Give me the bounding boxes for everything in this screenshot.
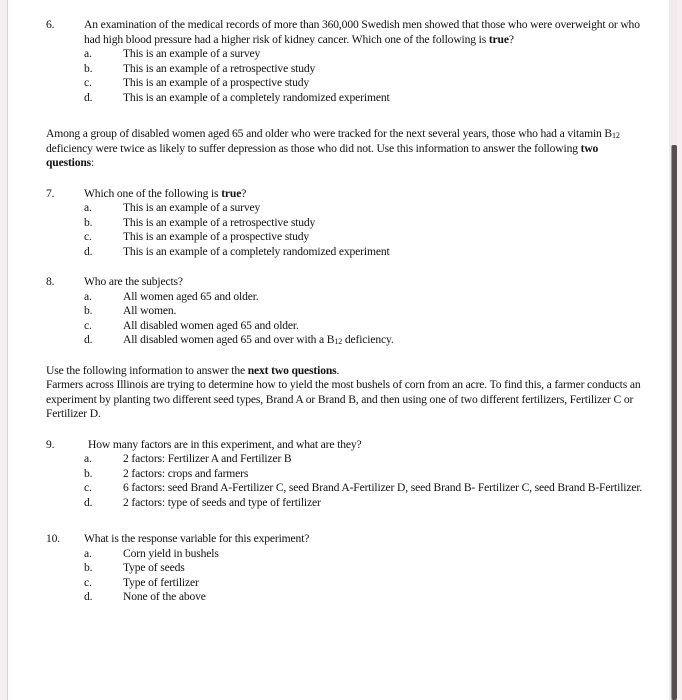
option-c[interactable]: c. All disabled women aged 65 and older.: [84, 318, 299, 332]
question-text: What is the response variable for this experiment?: [84, 532, 310, 545]
option-a[interactable]: a. Corn yield in bushels: [84, 546, 219, 560]
option-b[interactable]: b. Type of seeds: [84, 561, 185, 574]
question-text: Who are the subjects?: [84, 275, 183, 288]
option-a[interactable]: a. 2 factors: Fertilizer A and Fertilizer B: [84, 452, 292, 465]
options-list: [84, 201, 646, 259]
question-number: 6.: [46, 18, 55, 31]
options-list: [84, 290, 646, 348]
option-c[interactable]: c. 6 factors: seed Brand A-Fertilizer C, seed Brand A-Fertilizer D, seed Brand B- Fertilizer C, seed Brand B-Fertilizer.: [84, 481, 643, 494]
option-d[interactable]: d. This is an example of a completely randomized experiment: [84, 244, 390, 258]
option-b[interactable]: b. This is an example of a retrospective study: [84, 61, 316, 75]
option-d[interactable]: d. This is an example of a completely randomized experiment: [84, 90, 390, 104]
scrollbar-thumb[interactable]: [671, 145, 677, 700]
option-b[interactable]: b. 2 factors: crops and farmers: [84, 466, 249, 480]
question-number: 8.: [46, 275, 55, 288]
option-a[interactable]: a. This is an example of a survey: [84, 47, 261, 60]
question-number: 9.: [46, 437, 55, 451]
options-list: [84, 47, 646, 105]
option-a[interactable]: a. All women aged 65 and older.: [84, 289, 259, 303]
option-c[interactable]: c. This is an example of a prospective study: [84, 76, 310, 89]
question-text: Which one of the following is true?: [84, 186, 247, 200]
question-8: [46, 275, 646, 348]
question-number: 10.: [46, 532, 61, 545]
question-text: An examination of the medical records of more than 360,000 Swedish men showed that those who were overweight or who had high blood pressure had a higher risk of kidney cancer. Which one of the following is true?: [84, 18, 640, 46]
options-list: [84, 547, 646, 605]
option-b[interactable]: b. All women.: [84, 304, 177, 317]
intro-heading-farm: Use the following information to answer the next two questions.: [46, 363, 340, 377]
intro-paragraph-farm: Farmers across Illinois are trying to determine how to yield the most bushels of corn from an acre. To find this, a farmer conducts an experiment by planting two different seed types, Brand A or Brand B, and then using one of two different fertilizers, Fertilizer C or Fertilizer D.: [46, 378, 641, 420]
option-c[interactable]: c. This is an example of a prospective study: [84, 230, 310, 243]
question-number: 7.: [46, 186, 55, 200]
option-d[interactable]: d. 2 factors: type of seeds and type of fertilizer: [84, 495, 321, 509]
question-text: How many factors are in this experiment, and what are they?: [88, 437, 362, 451]
option-d[interactable]: d. All disabled women aged 65 and over with a $B_{12}$ deficiency.: [84, 333, 394, 346]
option-c[interactable]: c. Type of fertilizer: [84, 575, 199, 589]
options-list: [84, 452, 646, 510]
intro-paragraph-b12: Among a group of disabled women aged 65 and older who were tracked for the next several years, those who had a vitamin $B_{12}$ deficiency were twice as likely to suffer depression as those who did not. Use this information to answer the following two questions:: [46, 127, 620, 169]
question-6: [46, 18, 646, 105]
question-10: [46, 532, 646, 605]
option-d[interactable]: d. None of the above: [84, 590, 206, 603]
document-content: [46, 18, 646, 605]
question-7: [46, 187, 646, 260]
option-a[interactable]: a. This is an example of a survey: [84, 201, 261, 214]
option-b[interactable]: b. This is an example of a retrospective study: [84, 215, 316, 229]
question-9: [46, 438, 646, 511]
